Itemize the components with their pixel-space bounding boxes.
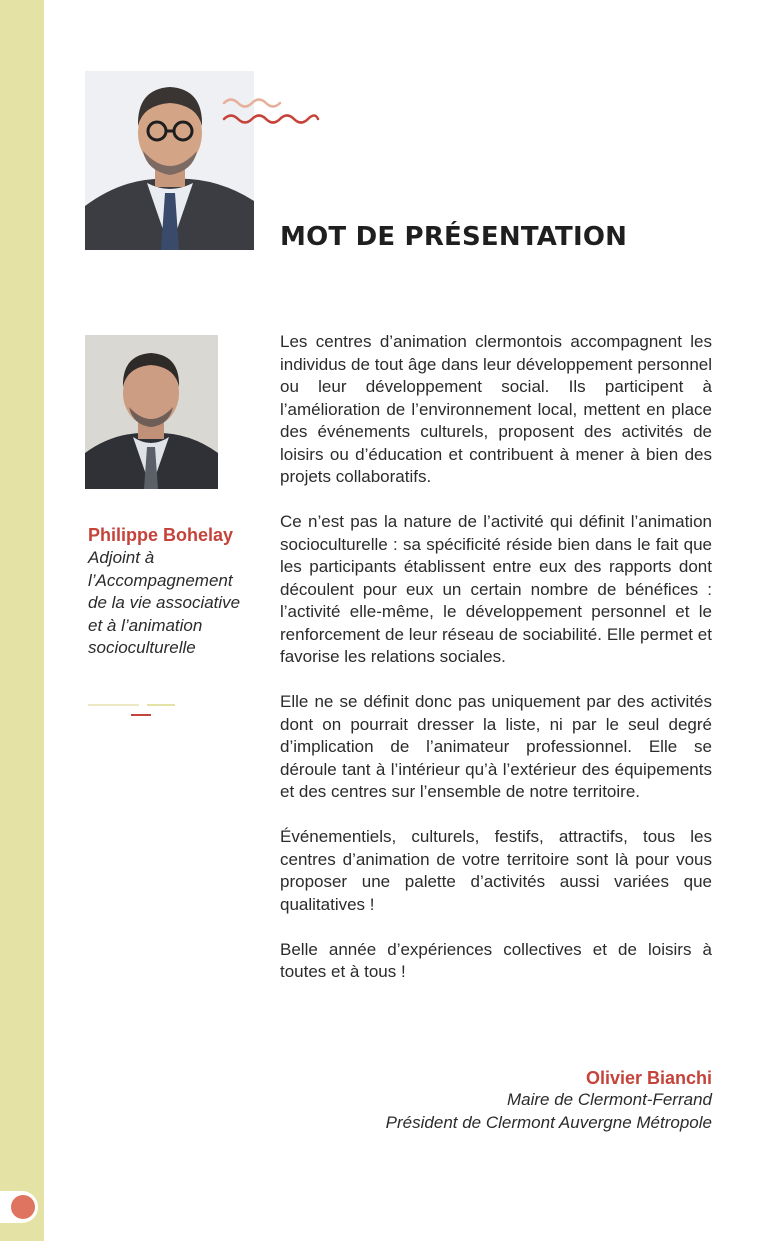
deputy-name: Philippe Bohelay <box>88 525 234 545</box>
deputy-role-line: l’Accompagnement <box>88 570 233 590</box>
signature-block <box>386 1067 712 1134</box>
paragraph: Elle ne se définit donc pas uniquement par des activités dont on pourrait dresser la liste, ni par le seul degré d’implication de l’animateur professionnel. Elle se déroule tant à l’intérieur qu’à l’extérieur des équipements et des centres sur l’ensemble de notre territoire. <box>280 692 712 801</box>
deputy-portrait-photo <box>85 335 218 489</box>
wave-decoration <box>222 95 322 127</box>
deputy-role-line: Adjoint à <box>88 548 155 567</box>
deputy-role-line: socioculturelle <box>88 638 196 658</box>
paragraph: Les centres d’animation clermontois accompagnent les individus de tout âge dans leur développement personnel ou leur développement social. Ils participent à l’amélioration de l’environnement local, mettent en place des événements culturels, proposent des activités de loisirs ou d’éducation et contribuent à mener à bien des projets collaboratifs. <box>280 332 712 486</box>
deputy-role <box>88 547 258 660</box>
presentation-text <box>280 331 712 1006</box>
paragraph: Événementiels, culturels, festifs, attractifs, tous les centres d’animation de votre territoire sont là pour vous proposer une palette d’activités aussi variées que qualitatives ! <box>280 827 712 914</box>
page-marker-dot <box>0 1191 38 1223</box>
signature-title: Maire de Clermont-Ferrand <box>506 1090 712 1109</box>
paragraph: Belle année d’expériences collectives et de loisirs à toutes et à tous ! <box>280 939 712 981</box>
page-title: MOT DE PRÉSENTATION <box>280 222 628 252</box>
signature-name: Olivier Bianchi <box>585 1068 712 1088</box>
signature-title: Président de Clermont Auvergne Métropole <box>385 1112 712 1132</box>
section-divider <box>87 703 177 719</box>
deputy-role-line: et à l’animation <box>88 615 203 635</box>
paragraph: Ce n’est pas la nature de l’activité qui définit l’animation socioculturelle : sa spécificité réside bien dans le fait que les participants établissent entre eux des rapports dont découlent pour eux un certain nombre de bénéfices : l’activité elle-même, le développement personnel et le renforcement de leur réseau de sociabilité. Elle permet et favorise les relations sociales. <box>280 512 712 666</box>
side-color-strip <box>0 0 44 1241</box>
deputy-role-line: de la vie associative <box>88 593 241 613</box>
